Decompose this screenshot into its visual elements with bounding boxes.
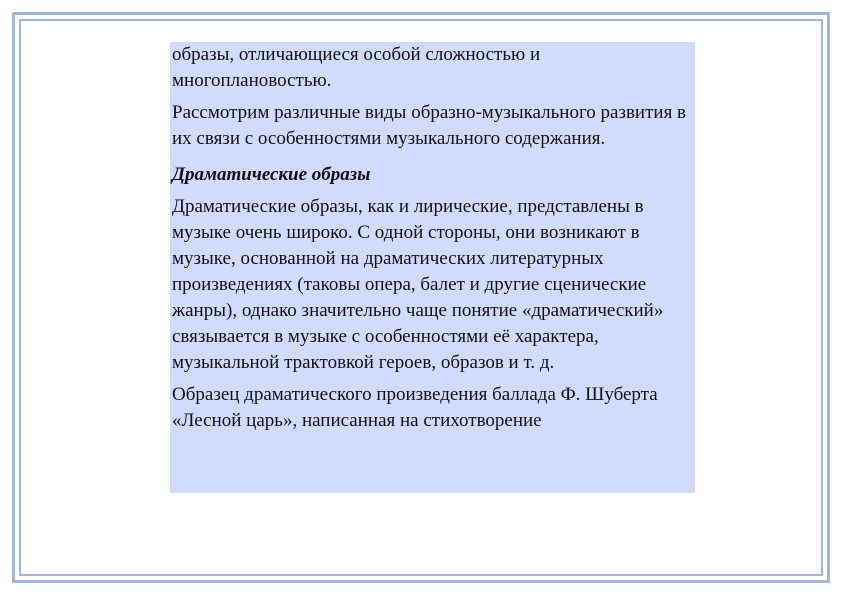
paragraph-dramatic-images: Драматические образы, как и лирические, представлены в музыке очень широко. С одной стороны, они возникают в музыке, основанной на драматических литературных произведениях (таковы опера, балет и другие сценические жанры), однако значительно чаще понятие «драматический» связывается в музыке с особенностями её характера, музыкальной трактовкой героев, образов и т. д. <box>172 196 664 373</box>
paragraph-example: Образец драматического произведения баллада Ф. Шуберта «Лесной царь», написанная на стихотворение <box>172 384 658 431</box>
paragraph-overview: Рассмотрим различные виды образно-музыкального развития в их связи с особенностями музыкального содержания. <box>172 102 687 149</box>
section-heading: Драматические образы <box>172 164 371 185</box>
text-block <box>170 42 695 493</box>
paragraph-intro: образы, отличающиеся особой сложностью и многоплановостью. <box>172 44 541 91</box>
